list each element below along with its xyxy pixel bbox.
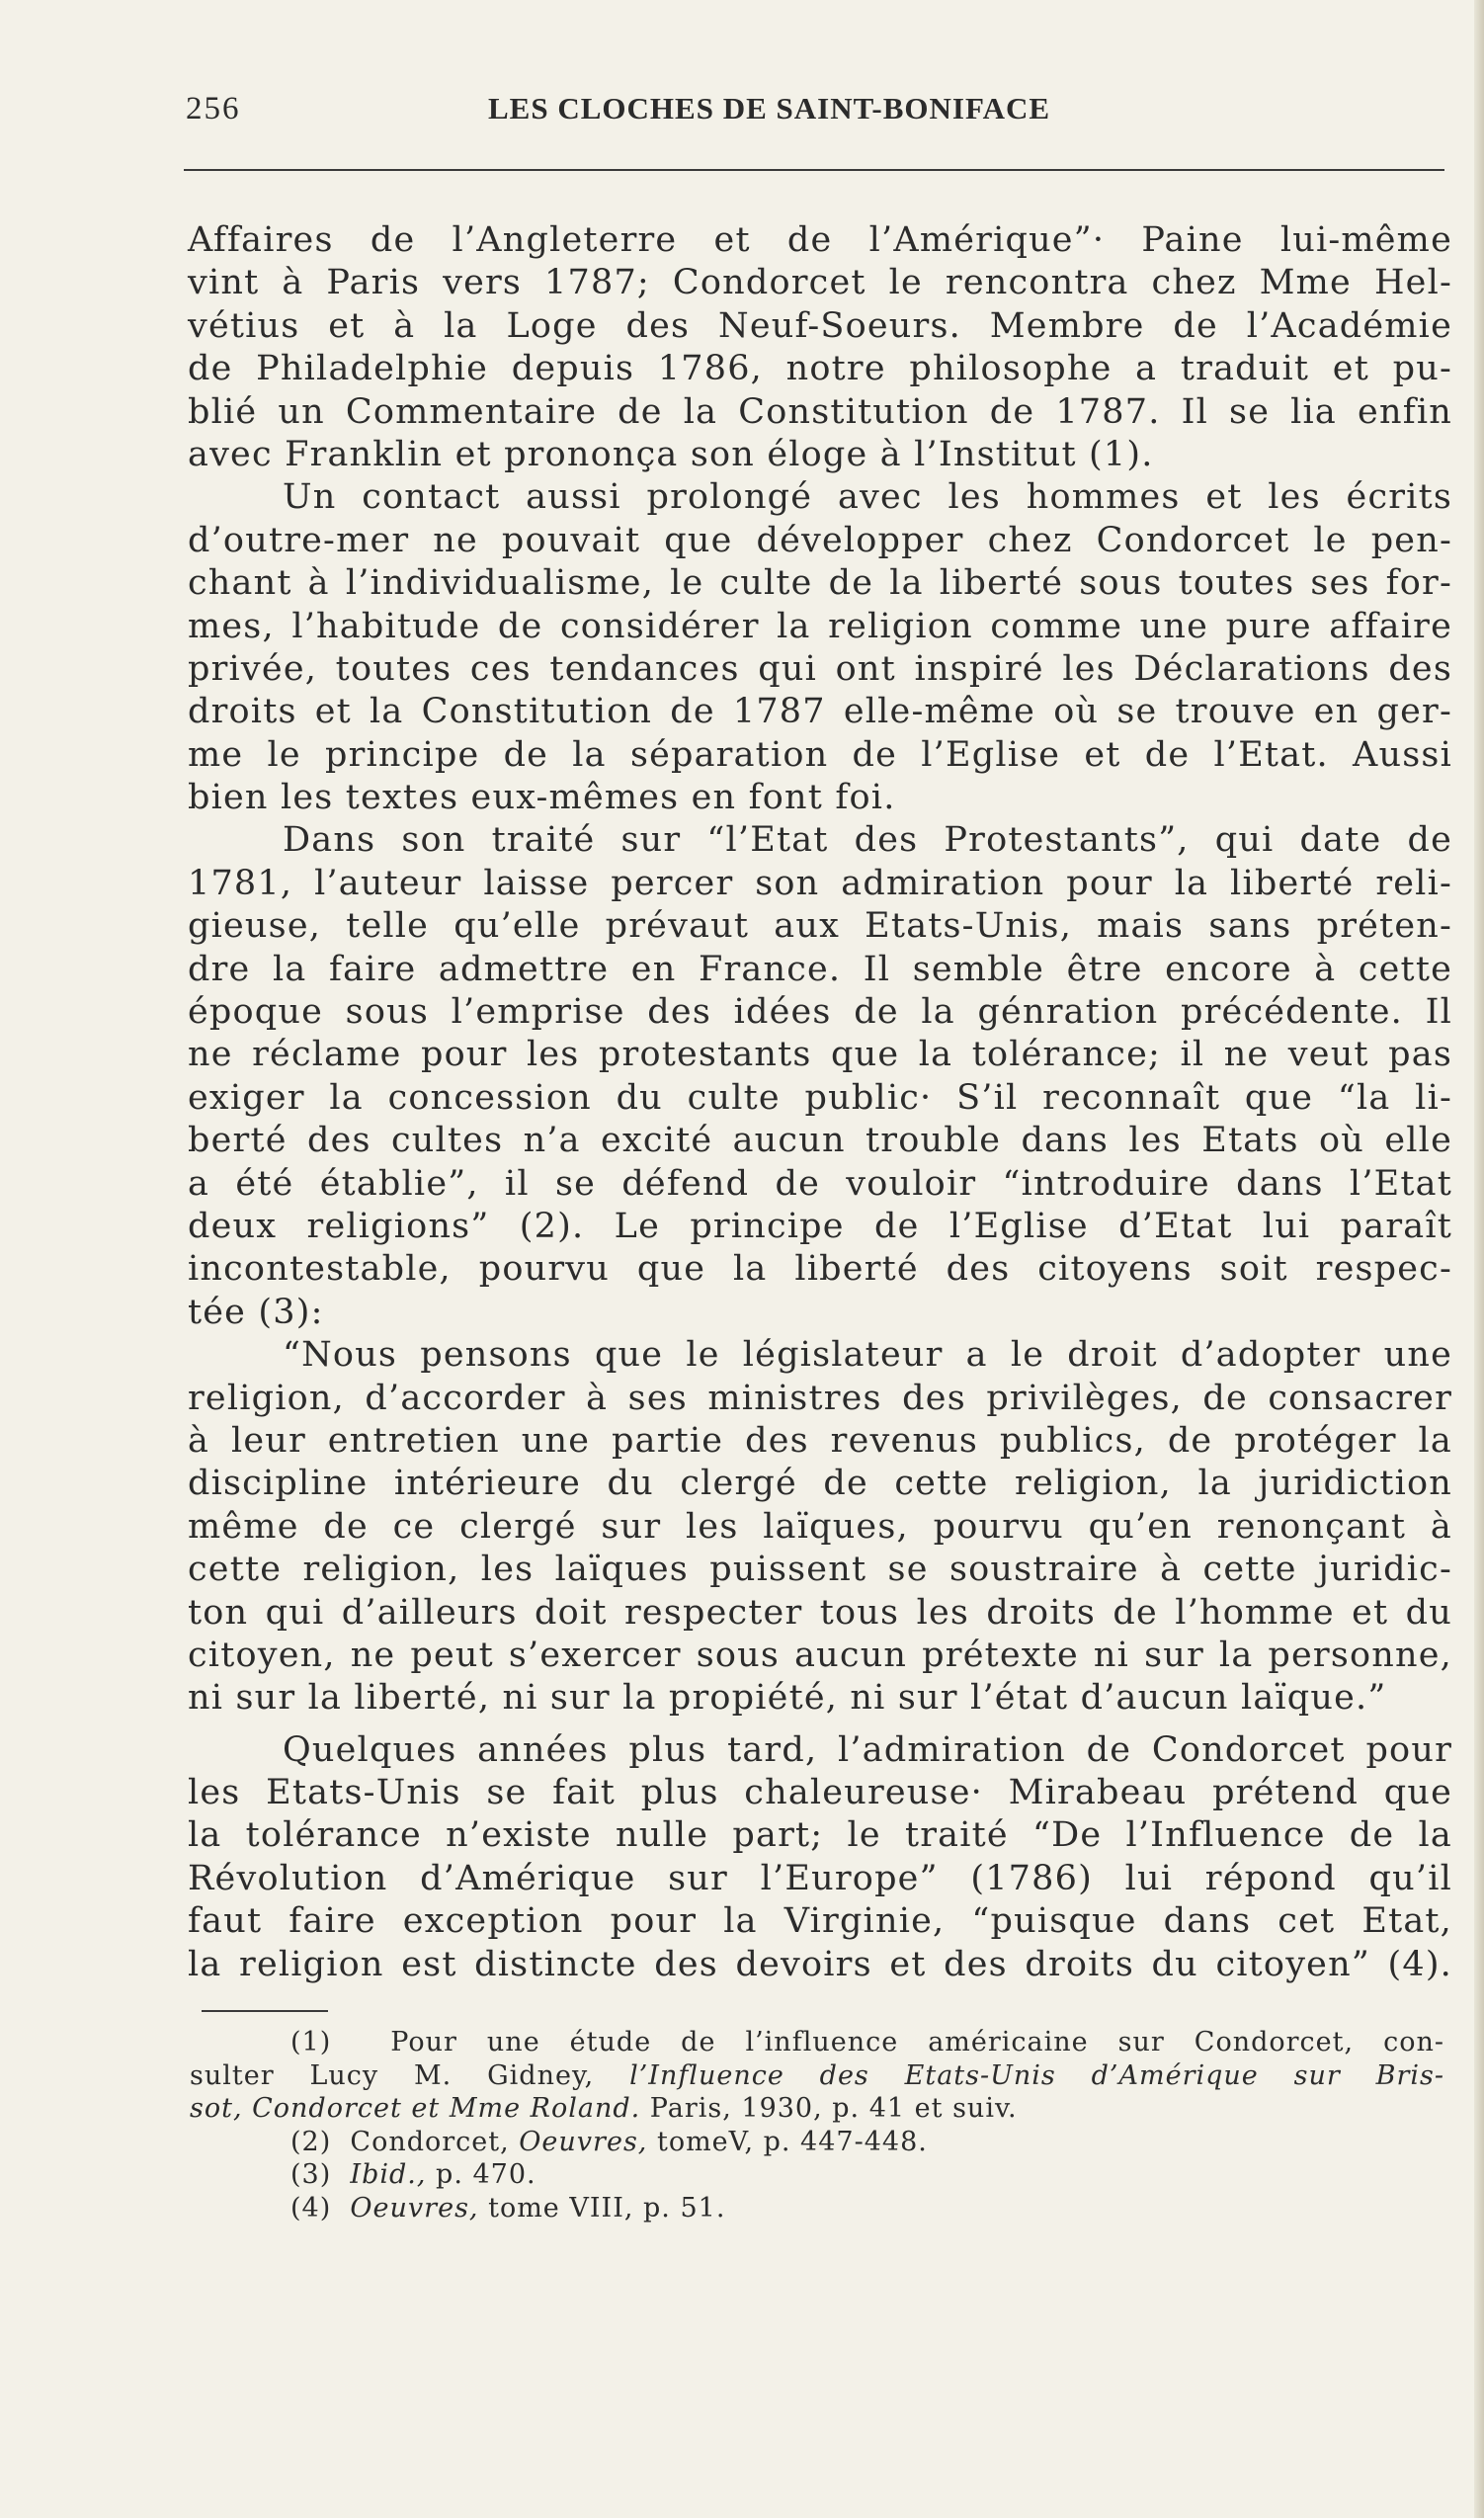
- text-line: la tolérance n’existe nulle part; le traité “De l’Influence de la: [188, 1815, 1452, 1856]
- text-line: avec Franklin et prononça son éloge à l’Institut (1).: [188, 434, 1154, 474]
- body-text: [188, 219, 1452, 1986]
- quote-line: ni sur la liberté, ni sur la propiété, ni sur l’état d’aucun laïque.”: [188, 1678, 1387, 1719]
- text-line: de Philadelphie depuis 1786, notre philosophe a traduit et pu-: [188, 349, 1452, 389]
- text-line: vétius et à la Loge des Neuf-Soeurs. Membre de l’Académie: [188, 305, 1452, 346]
- running-title: LES CLOCHES DE SAINT-BONIFACE: [488, 91, 1051, 126]
- footnote-text: Condorcet,: [350, 2126, 520, 2157]
- footnote-text: tome VIII, p. 51.: [478, 2192, 726, 2224]
- text-line: chant à l’individualisme, le culte de la liberté sous toutes ses for-: [188, 563, 1452, 604]
- footnote-text: sulter Lucy M. Gidney,: [190, 2059, 630, 2091]
- text-line: tée (3):: [188, 1292, 324, 1332]
- text-line: bien les textes eux-mêmes en font foi.: [188, 778, 896, 818]
- footnote-title-italic: l’Influence des Etats-Unis d’Amérique sur Bris-: [629, 2059, 1444, 2091]
- text-line: Dans son traité sur “l’Etat des Protestants”, qui date de: [283, 820, 1452, 861]
- quote-line: “Nous pensons que le législateur a le droit d’adopter une: [283, 1335, 1452, 1376]
- footnote-number: (1): [290, 2027, 332, 2057]
- page-header: [186, 91, 1444, 134]
- footnote-1-cont: [190, 2059, 1444, 2093]
- text-line: Révolution d’Amérique sur l’Europe” (1786) lui répond qu’il: [188, 1858, 1452, 1898]
- quote-line: même de ce clergé sur les laïques, pourvu qu’en renonçant à: [188, 1506, 1452, 1547]
- text-line: exiger la concession du culte public· S’il reconnaît que “la li-: [188, 1077, 1452, 1118]
- footnote-text: Pour une étude de l’influence américaine sur Condorcet, con-: [390, 2027, 1444, 2057]
- footnote-number: (4): [290, 2192, 332, 2224]
- text-line: mes, l’habitude de considérer la religion comme une pure affaire: [188, 606, 1452, 646]
- footnote-4: [190, 2192, 1444, 2225]
- text-line: dre la faire admettre en France. Il semble être encore à cette: [188, 949, 1452, 989]
- text-line: privée, toutes ces tendances qui ont inspiré les Déclarations des: [188, 648, 1452, 689]
- footnote-number: (2): [290, 2126, 332, 2157]
- text-line: me le principe de la séparation de l’Eglise et de l’Etat. Aussi: [188, 734, 1452, 775]
- text-line: ne réclame pour les protestants que la tolérance; il ne veut pas: [188, 1035, 1452, 1075]
- footnote-number: (3): [290, 2159, 332, 2191]
- text-line: la religion est distincte des devoirs et des droits du citoyen” (4).: [188, 1944, 1452, 1984]
- footnote-title-italic: Ibid.,: [350, 2159, 427, 2191]
- text-line: les Etats-Unis se fait plus chaleureuse· Mirabeau prétend que: [188, 1773, 1452, 1813]
- page-edge-shadow: [1474, 0, 1484, 2518]
- quote-line: citoyen, ne peut s’exercer sous aucun prétexte ni sur la personne,: [188, 1635, 1452, 1675]
- footnote-3: [190, 2158, 1444, 2192]
- text-line: berté des cultes n’a excité aucun trouble dans les Etats où elle: [188, 1121, 1452, 1161]
- text-line: gieuse, telle qu’elle prévaut aux Etats-Unis, mais sans préten-: [188, 906, 1452, 947]
- text-line: vint à Paris vers 1787; Condorcet le rencontra chez Mme Hel-: [188, 263, 1452, 303]
- footnote-title-italic: Oeuvres,: [350, 2192, 479, 2224]
- text-line: Affaires de l’Angleterre et de l’Amérique”· Paine lui-même: [188, 220, 1452, 260]
- footnote-1: [190, 2026, 1444, 2059]
- text-line: 1781, l’auteur laisse percer son admiration pour la liberté reli-: [188, 863, 1452, 903]
- text-line: Un contact aussi prolongé avec les hommes et les écrits: [283, 477, 1452, 518]
- footnote-text: tomeV, p. 447-448.: [647, 2126, 928, 2157]
- quote-line: à leur entretien une partie des revenus publics, de protéger la: [188, 1420, 1452, 1461]
- footnote-text: p. 470.: [426, 2159, 536, 2191]
- text-line: droits et la Constitution de 1787 elle-même où se trouve en ger-: [188, 692, 1452, 732]
- page-number: 256: [186, 91, 241, 126]
- text-line: a été établie”, il se défend de vouloir “introduire dans l’Etat: [188, 1163, 1452, 1204]
- text-line: époque sous l’emprise des idées de la génration précédente. Il: [188, 992, 1452, 1033]
- text-line: d’outre-mer ne pouvait que développer chez Condorcet le pen-: [188, 520, 1452, 560]
- footnote-1-cont: [190, 2092, 1444, 2126]
- header-rule: [184, 169, 1444, 171]
- quote-line: ton qui d’ailleurs doit respecter tous les droits de l’homme et du: [188, 1592, 1452, 1633]
- footnote-2: [190, 2126, 1444, 2159]
- text-line: blié un Commentaire de la Constitution de 1787. Il se lia enfin: [188, 391, 1452, 432]
- quote-line: cette religion, les laïques puissent se soustraire à cette juridic-: [188, 1550, 1452, 1590]
- footnotes: [190, 2026, 1444, 2225]
- footnote-title-italic: sot, Condorcet et Mme Roland.: [190, 2093, 641, 2125]
- text-line: Quelques années plus tard, l’admiration de Condorcet pour: [283, 1729, 1452, 1770]
- text-line: incontestable, pourvu que la liberté des citoyens soit respec-: [188, 1249, 1452, 1290]
- footnote-text: Paris, 1930, p. 41 et suiv.: [640, 2093, 1018, 2125]
- footnote-rule: [202, 2010, 328, 2012]
- text-line: faut faire exception pour la Virginie, “puisque dans cet Etat,: [188, 1901, 1452, 1942]
- quote-line: religion, d’accorder à ses ministres des privilèges, de consacrer: [188, 1378, 1452, 1418]
- footnote-title-italic: Oeuvres,: [519, 2126, 648, 2157]
- quote-line: discipline intérieure du clergé de cette religion, la juridiction: [188, 1464, 1452, 1504]
- text-line: deux religions” (2). Le principe de l’Eglise d’Etat lui paraît: [188, 1206, 1452, 1246]
